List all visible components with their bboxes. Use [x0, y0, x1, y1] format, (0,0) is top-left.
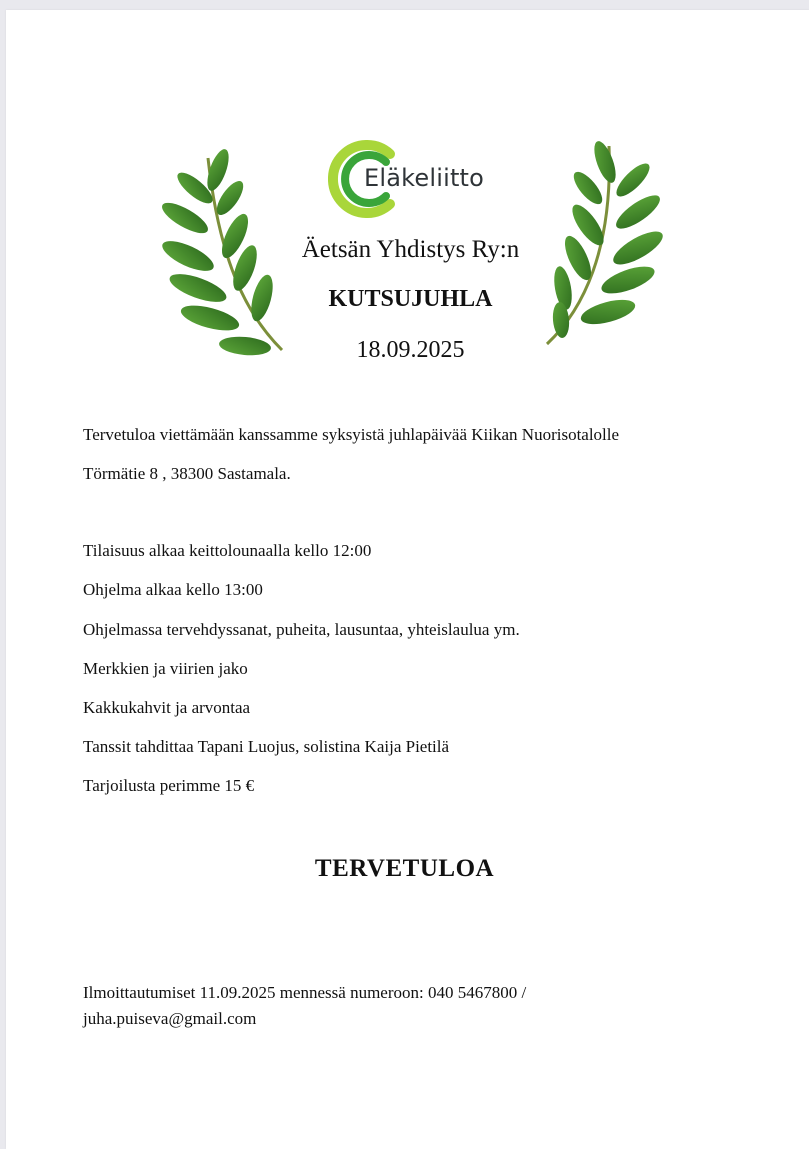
program-item: Tarjoilusta perimme 15 €	[83, 776, 255, 795]
program-item: Ohjelmassa tervehdyssanat, puheita, lausuntaa, yhteislaulua ym.	[83, 620, 520, 639]
welcome-heading: TERVETULOA	[314, 855, 495, 882]
registration-email: juha.puiseva@gmail.com	[83, 1009, 257, 1028]
program-item: Ohjelma alkaa kello 13:00	[83, 580, 263, 599]
program-item: Tanssit tahdittaa Tapani Luojus, solistina Kaija Pietilä	[83, 737, 450, 756]
event-title: KUTSUJUHLA	[328, 286, 493, 312]
organization-name: Äetsän Yhdistys Ry:n	[301, 236, 520, 263]
intro-line: Tervetuloa viettämään kanssamme syksyistä juhlapäivää Kiikan Nuorisotalolle	[83, 425, 620, 444]
registration-line: Ilmoittautumiset 11.09.2025 mennessä numeroon: 040 5467800 /	[83, 983, 527, 1002]
program-item: Kakkukahvit ja arvontaa	[83, 698, 251, 717]
program-item: Tilaisuus alkaa keittolounaalla kello 12:00	[83, 541, 372, 560]
logo-text: Eläkeliitto	[364, 164, 485, 192]
program-item: Merkkien ja viirien jako	[83, 659, 248, 678]
elakeliitto-logo	[328, 140, 518, 218]
event-date: 18.09.2025	[356, 337, 465, 363]
address-line: Törmätie 8 , 38300 Sastamala.	[83, 464, 291, 483]
